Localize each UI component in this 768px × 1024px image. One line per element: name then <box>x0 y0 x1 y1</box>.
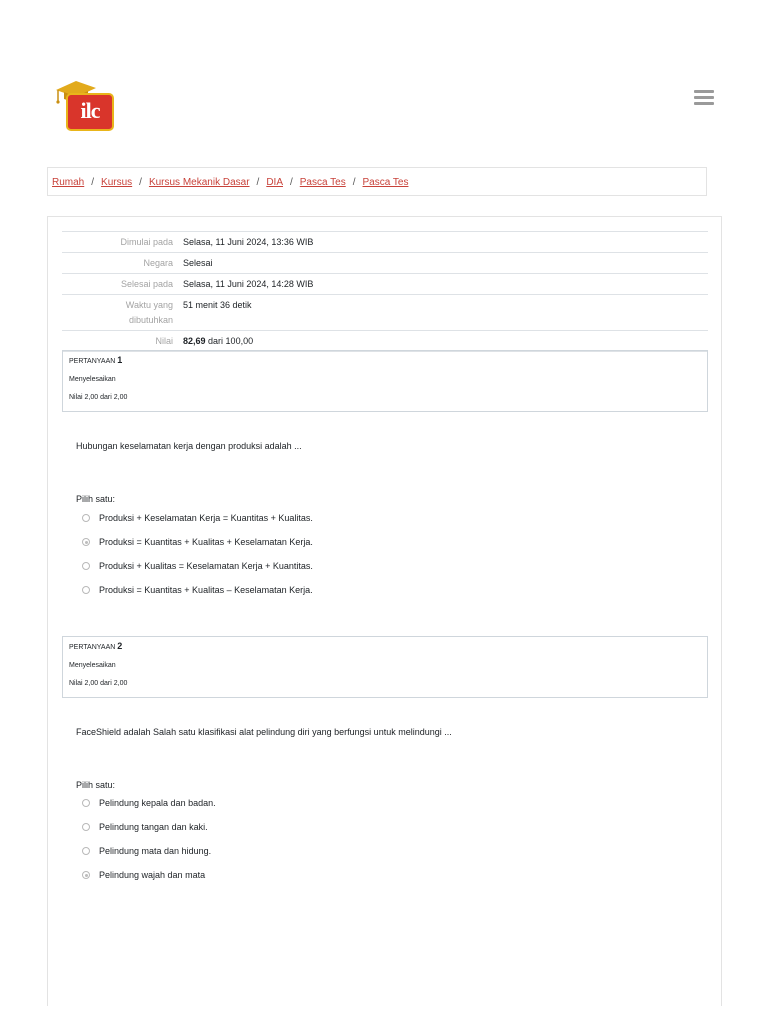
summary-row-state <box>62 253 708 274</box>
answer-option[interactable] <box>82 530 313 554</box>
answer-option[interactable] <box>82 815 216 839</box>
radio-unchecked-icon[interactable] <box>82 799 90 807</box>
attempt-summary-table <box>62 231 708 352</box>
state-label: Negara <box>62 253 179 274</box>
completed-label: Selesai pada <box>62 274 179 295</box>
grade-suffix: dari 100,00 <box>208 336 254 346</box>
hamburger-menu-icon[interactable] <box>694 90 714 108</box>
radio-unchecked-icon[interactable] <box>82 562 90 570</box>
breadcrumb <box>47 167 707 196</box>
question-1-prompt: Pilih satu: <box>76 494 116 504</box>
started-label: Dimulai pada <box>62 232 179 253</box>
question-mark: Nilai 2,00 dari 2,00 <box>69 394 128 401</box>
question-number-value: 1 <box>117 355 123 365</box>
quiz-review-card <box>47 216 722 1006</box>
site-logo[interactable] <box>52 78 267 132</box>
grade-label: Nilai <box>62 331 179 352</box>
radio-unchecked-icon[interactable] <box>82 586 90 594</box>
answer-option[interactable] <box>82 839 216 863</box>
question-number-value: 2 <box>117 641 123 651</box>
logo-badge: ilc <box>66 93 114 131</box>
breadcrumb-kursus-mekanik-dasar[interactable]: Kursus Mekanik Dasar <box>148 177 250 188</box>
breadcrumb-dia[interactable]: DIA <box>266 177 283 188</box>
answer-option[interactable] <box>82 554 313 578</box>
answer-text: Produksi + Kualitas = Keselamatan Kerja + Kuantitas. <box>99 561 313 571</box>
radio-unchecked-icon[interactable] <box>82 514 90 522</box>
answer-text: Produksi + Keselamatan Kerja = Kuantitas + Kualitas. <box>99 513 313 523</box>
grade-score: 82,69 <box>183 336 206 346</box>
answer-text: Produksi = Kuantitas + Kualitas – Keselamatan Kerja. <box>99 585 313 595</box>
breadcrumb-separator: / <box>352 177 356 188</box>
question-1-info <box>62 350 708 412</box>
breadcrumb-separator: / <box>91 177 95 188</box>
breadcrumb-separator: / <box>139 177 142 188</box>
answer-text: Pelindung mata dan hidung. <box>99 846 212 856</box>
time-taken-label-line1: Waktu yang <box>125 300 173 310</box>
answer-option[interactable] <box>82 506 313 530</box>
answer-text: Pelindung tangan dan kaki. <box>99 822 208 832</box>
answer-option[interactable] <box>82 791 216 815</box>
summary-row-time-taken <box>62 295 708 331</box>
breadcrumb-kursus[interactable]: Kursus <box>101 177 133 188</box>
question-status: Menyelesaikan <box>69 376 116 383</box>
radio-checked-icon[interactable] <box>82 538 90 546</box>
question-number <box>69 642 701 652</box>
answer-text: Pelindung kepala dan badan. <box>99 798 216 808</box>
breadcrumb-separator: / <box>256 177 260 188</box>
question-label: PERTANYAAN <box>69 358 116 365</box>
summary-row-completed <box>62 274 708 295</box>
grade-value <box>179 331 708 352</box>
summary-row-grade <box>62 331 708 352</box>
radio-checked-icon[interactable] <box>82 871 90 879</box>
logo-wordmark <box>120 96 260 124</box>
question-mark: Nilai 2,00 dari 2,00 <box>69 680 128 687</box>
state-value: Selesai <box>179 253 708 274</box>
answer-option[interactable] <box>82 578 313 602</box>
question-1-answers <box>82 506 313 602</box>
summary-row-started <box>62 232 708 253</box>
answer-text: Produksi = Kuantitas + Kualitas + Keselamatan Kerja. <box>99 537 313 547</box>
question-2-info <box>62 636 708 698</box>
breadcrumb-rumah[interactable]: Rumah <box>52 177 85 188</box>
radio-unchecked-icon[interactable] <box>82 823 90 831</box>
breadcrumb-separator: / <box>289 177 293 188</box>
question-number <box>69 356 701 366</box>
answer-text: Pelindung wajah dan mata <box>99 870 206 880</box>
answer-option[interactable] <box>82 863 216 887</box>
time-taken-label-line2: dibutuhkan <box>128 315 173 325</box>
question-status: Menyelesaikan <box>69 662 116 669</box>
time-taken-value: 51 menit 36 detik <box>179 295 708 331</box>
question-label: PERTANYAAN <box>69 644 116 651</box>
completed-value: Selasa, 11 Juni 2024, 14:28 WIB <box>179 274 708 295</box>
question-1-text: Hubungan keselamatan kerja dengan produksi adalah ... <box>76 441 302 451</box>
question-2-answers <box>82 791 216 887</box>
breadcrumb-pasca-tes[interactable]: Pasca Tes <box>299 177 346 188</box>
started-value: Selasa, 11 Juni 2024, 13:36 WIB <box>179 232 708 253</box>
question-2-prompt: Pilih satu: <box>76 780 116 790</box>
breadcrumb-pasca-tes-current[interactable]: Pasca Tes <box>362 177 409 188</box>
question-2-text: FaceShield adalah Salah satu klasifikasi alat pelindung diri yang berfungsi untuk melindungi ... <box>76 727 452 737</box>
radio-unchecked-icon[interactable] <box>82 847 90 855</box>
time-taken-label <box>62 295 179 331</box>
